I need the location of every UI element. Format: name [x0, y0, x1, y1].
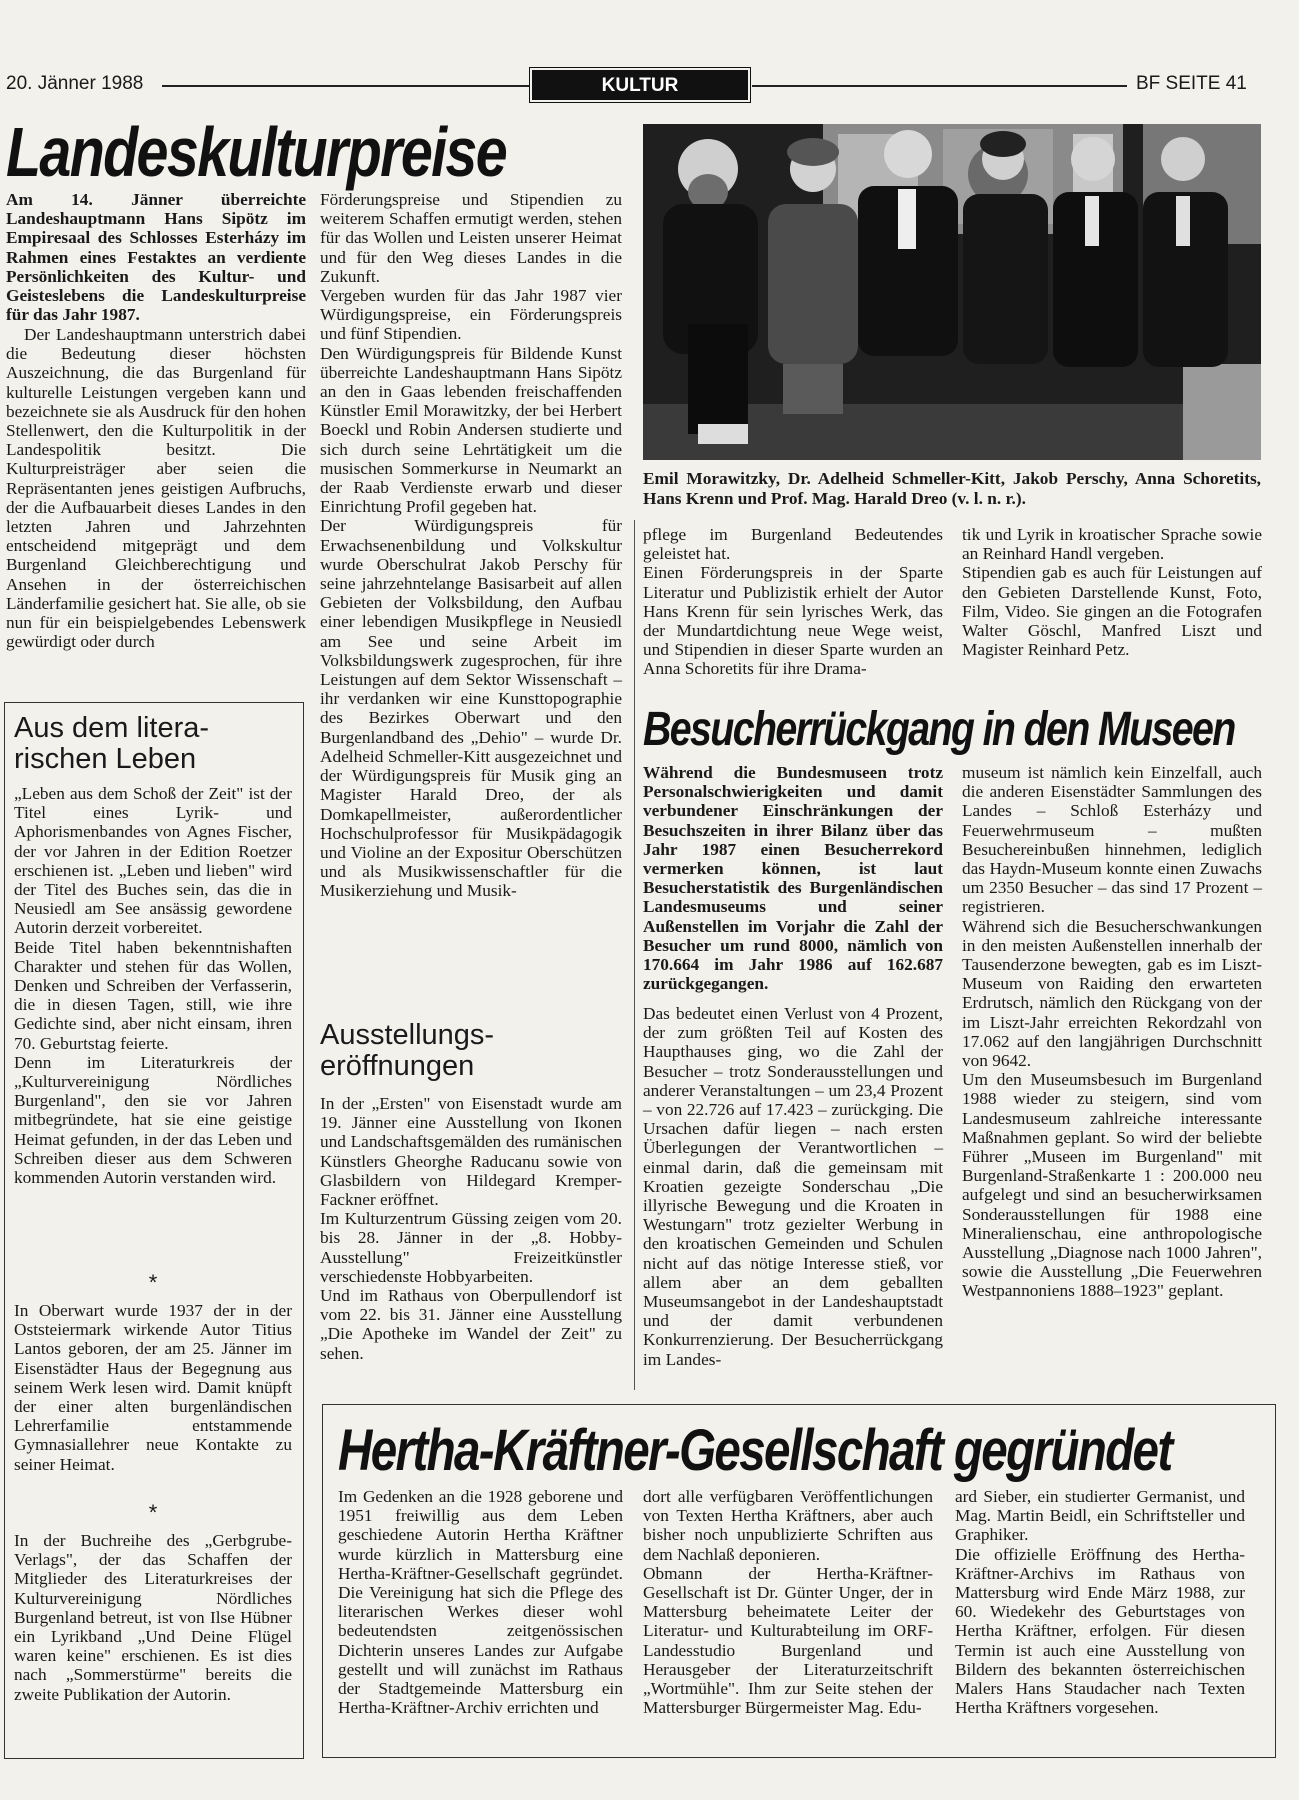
headline-landeskulturpreise: Landeskulturpreise [6, 113, 507, 191]
headline-museen: Besucherrückgang in den Museen [643, 703, 1235, 756]
section-label-text: KULTUR [601, 75, 679, 96]
article1-col4: tik und Lyrik in kroatischer Sprache sowie an Reinhard Handl vergeben. Stipendien gab es auch für Leistungen auf den Gebieten Darstellende Kunst, Foto, Film, Video. Sie gingen an die Fotografen Walter Göschl, Manfred Liszt und Magister Reinhard Petz. [962, 525, 1262, 660]
headline-hertha: Hertha-Kräftner-Gesellschaft gegründet [338, 1418, 1172, 1483]
hertha-col3: ard Sieber, ein studierter Germanist, und Mag. Martin Beidl, ein Schriftsteller und Graphiker. Die offizielle Eröffnung des Hertha-Kräftner-Archivs im Rathaus von Mattersburg wird Ende März 1988, zur 60. Wiedekehr des Geburtstages von Hertha Kräftner, erfolgen. Für diesen Termin ist auch eine Ausstellung von Bildern des bekannten österreichischen Malers Hans Staudacher nach Texten Hertha Kräftners vorgesehen. [955, 1487, 1245, 1718]
ausstellung-title: Ausstellungs- eröffnungen [320, 1019, 495, 1082]
sidebar-p3: In der Buchreihe des „Gerbgrube-Verlags", der das Schaffen der Mitglieder des Literaturkreises der Kulturvereinigung Nördliches Burgenland betreut, ist von Ilse Hübner ein Lyrikband „Und Deine Flügel waren keine" erschienen. Es ist dies nach „Sommerstürme" bereits die zweite Publikation der Autorin. [14, 1531, 292, 1704]
photo-caption: Emil Morawitzky, Dr. Adelheid Schmeller-Kitt, Jakob Perschy, Anna Schoretits, Hans Krenn und Prof. Mag. Harald Dreo (v. l. n. r.). [643, 469, 1261, 508]
museen-col1: Das bedeutet einen Verlust von 4 Prozent, der zum größten Teil auf Kosten des Haupthauses ging, wo die Zahl der Besucher – trotz Sonderausstellungen und anderer Veranstaltungen – um 23,4 Prozent – von 22.726 auf 17.423 – zurückging. Die Ursachen dafür liegen – nach ersten Überlegungen der Verantwortlichen – einmal darin, daß die gemeinsam mit Kroatien gezeigte Sonderschau „Die illyrische Bewegung und die Kroaten in Westungarn" trotz gezielter Werbung in den kroatischen Gemeinden und Schulen nicht auf das nötige Interesse stieß, vor allem aber an dem geballten Museumsangebot in der Landeshauptstadt und der damit verbundenen Konkurrenzierung. Der Besucherrückgang im Landes- [643, 1004, 943, 1369]
museen-divider [634, 520, 635, 1390]
masthead-rule-left [162, 85, 529, 87]
masthead-date: 20. Jänner 1988 [6, 73, 144, 94]
article1-col3: pflege im Burgenland Bedeutendes geleistet hat. Einen Förderungspreis in der Sparte Literatur und Publizistik erhielt der Autor Hans Krenn für sein lyrisches Werk, das der Mundartdichtung neue Wege weist, und Stipendien in dieser Sparte wurden an Anna Schoretits für ihre Drama- [643, 525, 943, 679]
sidebar-star-2: * [148, 1500, 158, 1525]
section-label [532, 70, 748, 100]
article1-lead: Am 14. Jänner überreichte Landeshauptmann Hans Sipötz im Empiresaal des Schlosses Esterházy im Rahmen eines Festaktes an verdiente Persönlichkeiten des Kultur- und Geisteslebens die Landeskulturpreise für das Jahr 1987. [6, 190, 306, 325]
article1-col2: Förderungspreise und Stipendien zu weiterem Schaffen ermutigt werden, stehen für das Wollen und Leisten unserer Heimat und für den Weg dieses Landes in die Zukunft. Vergeben wurden für das Jahr 1987 vier Würdigungspreise, ein Förderungspreis und fünf Stipendien. Den Würdigungspreis für Bildende Kunst überreichte Landeshauptmann Hans Sipötz an den in Gaas lebenden freischaffenden Künstler Emil Morawitzky, der bei Herbert Boeckl und Robin Andersen studierte und sich durch seine Lehrtätigkeit um die musischen Sommerkurse in Neumarkt an der Raab Verdienste erwarb und dieser Einrichtung Profil gegeben hat. Der Würdigungspreis für Erwachsenenbildung und Volkskultur wurde Oberschulrat Jakob Perschy für seine jahrzehntelange Basisarbeit auf allen Gebieten der Volksbildung, den Aufbau einer lebendigen Musikpflege in Neusiedl am See und seine Arbeit im Volksbildungswerk zugesprochen, für ihre Leistungen auf dem Sektor Wissenschaft – ihr verdanken wir eine Kunsttopographie des Bezirkes Oberwart und den Burgenlandband des „Dehio" – wurde Dr. Adelheid Schmeller-Kitt ausgezeichnet und der Würdigungspreis für Musik ging an Magister Harald Dreo, der als Domkapellmeister, außerordentlicher Hochschulprofessor für Musikpädagogik und Violine an der Expositur Oberschützen und als Musikwissenschaftler für die Musikerziehung und Musik- [320, 190, 622, 901]
museen-col2: museum ist nämlich kein Einzelfall, auch die anderen Eisenstädter Sammlungen des Landes – Schloß Esterházy und Feuerwehrmuseum – mußten Besuchereinbußen hinnehmen, lediglich das Haydn-Museum konnte einen Zuwachs um 2350 Besucher – das sind 17 Prozent – registrieren. Während sich die Besucherschwankungen in den meisten Außenstellen innerhalb der Tausenderzone bewegten, gab es im Liszt-Museum von Raiding den erwarteten Erdrutsch, nämlich den Rückgang von der im Liszt-Jahr erreichten Rekordzahl von 17.062 auf den langjährigen Durchschnitt von 9642. Um den Museumsbesuch im Burgenland 1988 wieder zu steigern, sind vom Landesmuseum zahlreiche interessante Maßnahmen geplant. So wird der beliebte Führer „Museen im Burgenland" mit Burgenland-Straßenkarte 1 : 200.000 neu aufgelegt und sind an besucherwirksamen Sonderausstellungen für 1988 eine Mineralienschau, eine anthropologische Ausstellung „Diagnose nach 1000 Jahren", sowie die Ausstellung „Die Feuerwehren Westpannoniens 1888–1923" geplant. [962, 763, 1262, 1301]
masthead-page: BF SEITE 41 [1136, 73, 1247, 94]
award-photo-illustration [643, 124, 1261, 460]
sidebar-p2: In Oberwart wurde 1937 der in der Oststeiermark wirkende Autor Titius Lantos geboren, der am 25. Jänner im Eisenstädter Haus der Begegnung aus seinem Werk lesen wird. Damit knüpft der einer alten burgenländischen Lehrerfamilie entstammende Gymnasiallehrer neue Kontakte zu seiner Heimat. [14, 1301, 292, 1474]
award-photo [643, 124, 1261, 460]
hertha-col2: dort alle verfügbaren Veröffentlichungen von Texten Hertha Kräftners, aber auch bisher noch unpublizierte Schriften aus dem Nachlaß deponieren. Obmann der Hertha-Kräftner-Gesellschaft ist Dr. Günter Unger, der in Mattersburg beheimatete Leiter der Literatur- und Kulturabteilung im ORF-Landesstudio Burgenland und Herausgeber der Literaturzeitschrift „Wortmühle". Ihm zur Seite stehen der Mattersburger Bürgermeister Mag. Edu- [643, 1487, 933, 1718]
ausstellung-text: In der „Ersten" von Eisenstadt wurde am 19. Jänner eine Ausstellung von Ikonen und Landschaftsgemälden des rumänischen Künstlers Gheorghe Raducanu sowie von Glasbildern von Hildegard Kremper-Fackner eröffnet. Im Kulturzentrum Güssing zeigen vom 20. bis 28. Jänner in der „8. Hobby-Ausstellung" Freizeitkünstler verschiedenste Hobbyarbeiten. Und im Rathaus von Oberpullendorf ist vom 22. bis 31. Jänner eine Ausstellung „Die Apotheke im Wandel der Zeit" zu sehen. [320, 1094, 622, 1363]
masthead-rule-right [752, 85, 1127, 87]
museen-lead: Während die Bundesmuseen trotz Personalschwierigkeiten und damit verbundener Einschränkungen der Besuchszeiten in ihrer Bilanz über das Jahr 1987 einen Besucherrekord vermerken können, ist laut Besucherstatistik des Burgenländischen Landesmuseums und seiner Außenstellen im Vorjahr die Zahl der Besucher um rund 8000, nämlich von 170.664 im Jahr 1986 auf 162.687 zurückgegangen. [643, 763, 943, 994]
sidebar-title: Aus dem litera- rischen Leben [14, 712, 210, 775]
sidebar-star-1: * [148, 1270, 158, 1295]
sidebar-p1: „Leben aus dem Schoß der Zeit" ist der Titel eines Lyrik- und Aphorismenbandes von Agnes Fischer, der vor Jahren in der Edition Roetzer erschienen ist. „Leben und lieben" wird der Titel des Buches sein, das die in Neusiedl am See ansässig gewordene Autorin derzeit vorbereitet. Beide Titel haben bekenntnishaften Charakter und stehen für das Wollen, Denken und Schreiben der Verfasserin, die in diesen Tagen, still, wie ihre Gedichte sind, aber nicht einsam, ihren 70. Geburtstag feierte. Denn im Literaturkreis der „Kulturvereinigung Nördliches Burgenland", den sie vor Jahren mitbegründete, hat sie eine geistige Heimat gefunden, in der das Leben und Schreiben dieser aus dem Schweren kommenden Autorin verstanden wird. [14, 784, 292, 1188]
article1-col1: Der Landeshauptmann unterstrich dabei die Bedeutung dieser höchsten Auszeichnung, die das Burgenland für kulturelle Leistungen vergeben kann und bezeichnete sie als Ausdruck für den hohen Stellenwert, den die Kulturpolitik in der Landespolitik besitzt. Die Kulturpreisträger aber seien die Repräsentanten jenes geistigen Aufbruchs, der die Aufbauarbeit dieses Landes in den letzten Jahren und Jahrzehnten entscheidend mitgeprägt und dem Burgenland Gleichberechtigung und Ansehen in der österreichischen Länderfamilie gesichert hat. Sie alle, ob sie nun für ein beispielgebendes Lebenswerk gewürdigt oder durch [6, 325, 306, 652]
hertha-col1: Im Gedenken an die 1928 geborene und 1951 freiwillig aus dem Leben geschiedene Autorin Hertha Kräftner wurde kürzlich in Mattersburg eine Hertha-Kräftner-Gesellschaft gegründet. Die Vereinigung hat sich die Pflege des literarischen Werkes dieser wohl bedeutendsten zeitgenössischen Dichterin unseres Landes zur Aufgabe gestellt und will zunächst im Rathaus der Stadtgemeinde Mattersburg ein Hertha-Kräftner-Archiv errichten und [338, 1487, 623, 1718]
